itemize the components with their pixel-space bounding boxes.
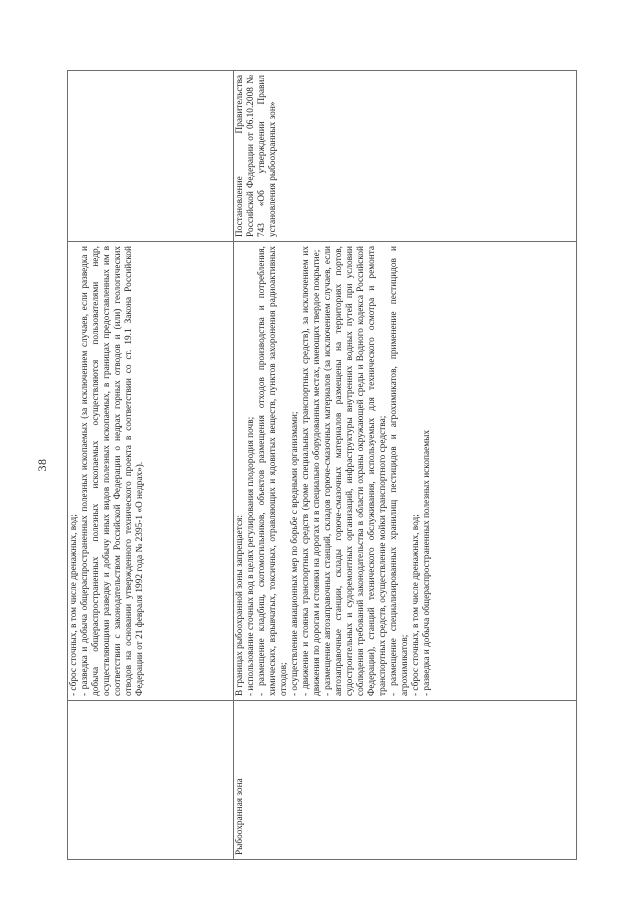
requirements-cell <box>234 242 577 701</box>
requirement-item: - сброс сточных, в том числе дренажных, вод; <box>411 514 421 696</box>
requirements-cell <box>68 242 234 701</box>
requirement-item: - использование сточных вод в целях регулирования плодородия почв; <box>246 416 256 696</box>
page-number: 38 <box>35 458 49 472</box>
zone-restrictions-table <box>67 70 577 860</box>
law-reference-cell <box>68 71 234 242</box>
rotated-page <box>35 70 577 860</box>
requirement-item: - осуществление авиационных мер по борьбе с вредными организмами; <box>290 411 300 696</box>
law-reference-cell: Постановление Правительства Российской Федерации от 06.10.2008 № 743 «Об утверждении Правил установления рыбоохранных зон» <box>234 71 577 242</box>
requirement-item: - движение и стоянка транспортных средств (кроме специальных транспортных средств), за исключением их движения по дорогам и стоянки на дорогах и в специально оборудованных местах, имеющих твердое покрытие; <box>301 246 322 696</box>
zone-name-cell <box>68 701 234 860</box>
table-row <box>234 71 577 860</box>
requirement-item: - размещение кладбищ, скотомогильников, объектов размещения отходов производства и потребления, химических, взрывчатых, токсичных, отравляющих и ядовитых веществ, пунктов захоронения радиоактивных отходов; <box>257 246 289 696</box>
table-row <box>68 71 234 860</box>
requirement-item: - разведка и добыча общераспространенных полезных ископаемых <box>422 429 432 696</box>
zone-name-cell: Рыбоохранная зона <box>234 701 577 860</box>
requirement-item: - сброс сточных, в том числе дренажных, вод; <box>69 514 79 696</box>
requirement-item: В границах рыбоохранной зоны запрещается: <box>235 515 245 696</box>
requirement-item: - размещение специализированных хранилищ пестицидов и агрохимикатов, применение пестицидов и агрохимикатов; <box>389 246 410 696</box>
requirement-item: - разведка и добыча общераспространенных полезных ископаемых (за исключением случаев, если разведка и добыча общераспространенных полезных ископаемых осуществляются пользователями недр, осуществляющими разведку и добычу иных видов полезных ископаемых, в границах предоставленных им в соответствии с законодательством Российской Федерации о недрах горных отводов и (или) геологических отводов на основании утвержденного технического проекта в соответствии со ст. 19.1 Закона Российской Федерации от 21 февраля 1992 года № 2395-1 «О недрах»). <box>80 246 145 696</box>
requirement-item: - размещение автозаправочных станций, складов горюче-смазочных материалов (за исключением случаев, если автозаправочные станции, склады горюче-смазочных материалов размещены на территориях портов, судостроительных и судоремонтных организаций, инфраструктуры внутренних водных путей при условии соблюдения требований законодательства в области охраны окружающей среды и Водного кодекса Российской Федерации), станций технического обслуживания, используемых для технического осмотра и ремонта транспортных средств, осуществление мойки транспортного средства; <box>323 246 388 696</box>
